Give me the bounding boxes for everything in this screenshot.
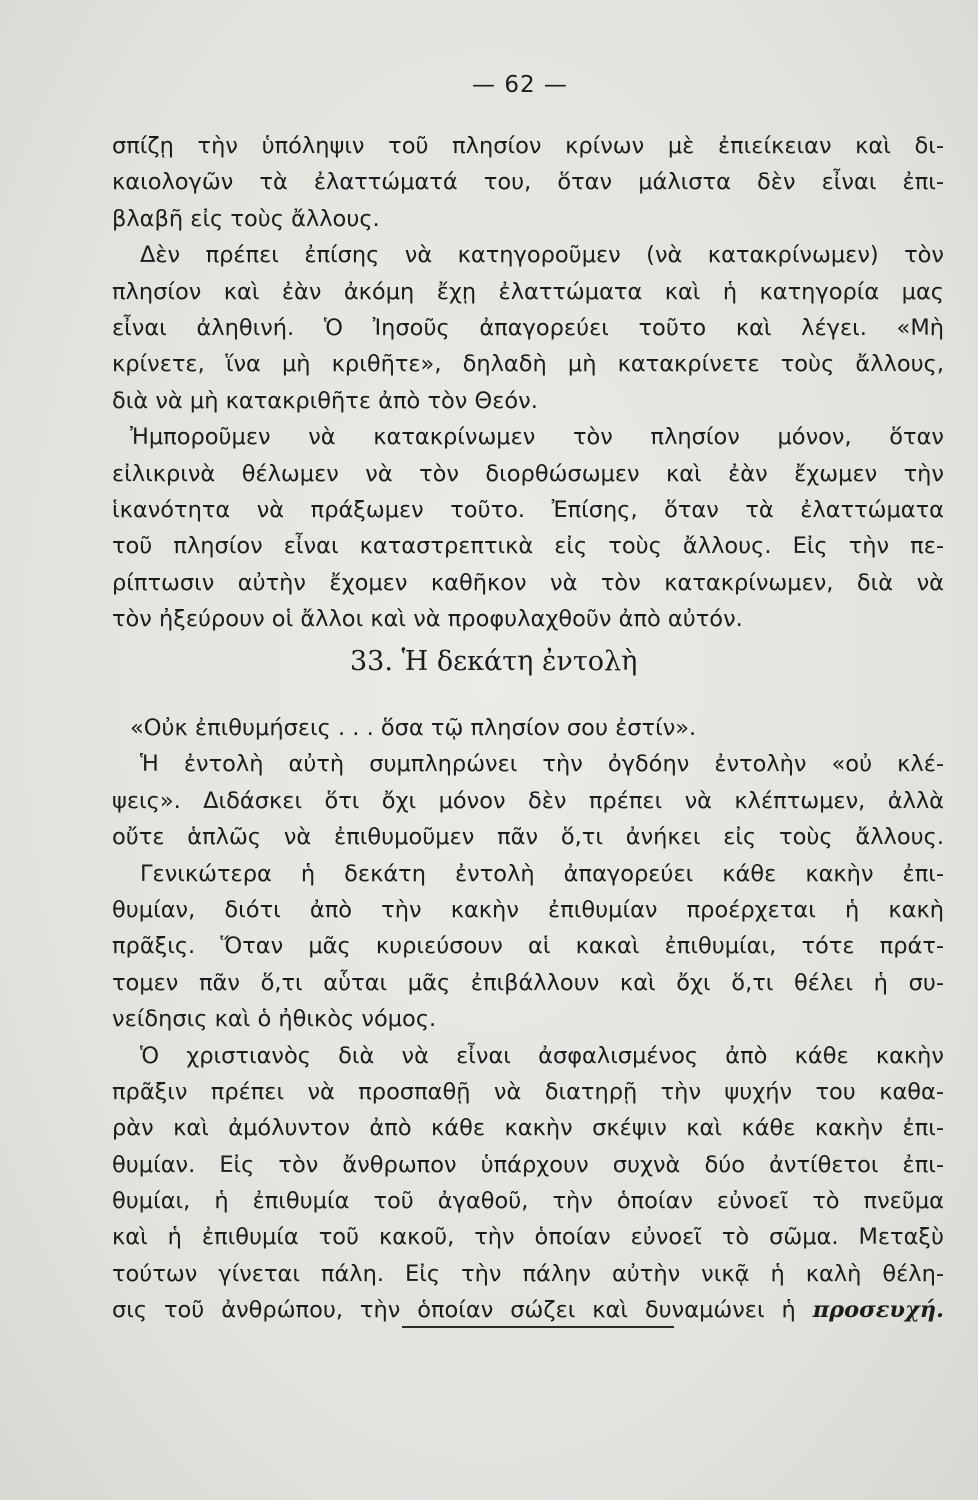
quotation-line: «Οὐκ ἐπιθυμήσεις . . . ὅσα τῷ πλησίον σου ἐστίν». (130, 715, 697, 741)
final-text-line (112, 1292, 944, 1328)
text-line: καὶ ἡ ἐπιθυμία τοῦ κακοῦ, τὴν ὁποίαν εὐνοεῖ τὸ σῶμα. Μεταξὺ (112, 1224, 944, 1251)
text-line: πλησίον καὶ ἐὰν ἀκόμη ἔχῃ ἐλαττώματα καὶ ἡ κατηγορία μας (112, 278, 944, 305)
text-block-after-heading (112, 710, 944, 1329)
text-line: τὸν ἠξεύρουν οἱ ἄλλοι καὶ νὰ προφυλαχθοῦν ἀπὸ αὐτόν. (112, 606, 743, 633)
page-number: — 62 — (472, 72, 568, 98)
text-line: διὰ νὰ μὴ κατακριθῆτε ἀπὸ τὸν Θεόν. (112, 387, 538, 414)
footer-rule (402, 1326, 674, 1328)
text-line: ψεις». Διδάσκει ὅτι ὄχι μόνον δὲν πρέπει νὰ κλέπτωμεν, ἀλλὰ (112, 787, 944, 814)
text-line: εἶναι ἀληθινή. Ὁ Ἰησοῦς ἀπαγορεύει τοῦτο καὶ λέγει. «Μὴ (112, 314, 944, 341)
text-line: κρίνετε, ἵνα μὴ κριθῆτε», δηλαδὴ μὴ κατακρίνετε τοὺς ἄλλους, (112, 351, 944, 378)
text-line: τοῦ πλησίον εἶναι καταστρεπτικὰ εἰς τοὺς ἄλλους. Εἰς τὴν πε- (112, 533, 944, 560)
text-line: νείδησις καὶ ὁ ἠθικὸς νόμος. (112, 1006, 437, 1033)
emphasis-word: προσευχή. (812, 1297, 944, 1324)
text-line: θυμίαν, διότι ἀπὸ τὴν κακὴν ἐπιθυμίαν προέρχεται ἡ κακὴ (112, 896, 944, 923)
text-line: τούτων γίνεται πάλη. Εἰς τὴν πάλην αὐτὴν νικᾷ ἡ καλὴ θέλη- (112, 1260, 944, 1287)
text-line: εἰλικρινὰ θέλωμεν νὰ τὸν διορθώσωμεν καὶ ἐὰν ἔχωμεν τὴν (112, 460, 944, 487)
text-line: σπίζῃ τὴν ὑπόληψιν τοῦ πλησίον κρίνων μὲ ἐπιείκειαν καὶ δι- (112, 133, 944, 159)
text-line: θυμίαι, ἡ ἐπιθυμία τοῦ ἀγαθοῦ, τὴν ὁποίαν εὐνοεῖ τὸ πνεῦμα (112, 1188, 944, 1215)
text-line: ρὰν καὶ ἀμόλυντον ἀπὸ κάθε κακὴν σκέψιν καὶ κάθε κακὴν ἐπι- (112, 1115, 944, 1142)
final-line-text: σις τοῦ ἀνθρώπου, τὴν ὁποίαν σώζει καὶ δυναμώνει ἡ (112, 1297, 796, 1324)
text-line: τομεν πᾶν ὅ,τι αὗται μᾶς ἐπιβάλλουν καὶ ὄχι ὅ,τι θέλει ἡ συ- (112, 969, 944, 996)
text-line: Δὲν πρέπει ἐπίσης νὰ κατηγοροῦμεν (νὰ κατακρίνωμεν) τὸν (140, 242, 944, 269)
text-line: Ἡ ἐντολὴ αὐτὴ συμπληρώνει τὴν ὀγδόην ἐντολὴν «οὐ κλέ- (140, 751, 944, 778)
text-line: βλαβῆ εἰς τοὺς ἄλλους. (112, 205, 380, 232)
text-line: οὔτε ἁπλῶς νὰ ἐπιθυμοῦμεν πᾶν ὅ,τι ἀνήκει εἰς τοὺς ἄλλους. (112, 824, 944, 851)
text-line: ἱκανότητα νὰ πράξωμεν τοῦτο. Ἐπίσης, ὅταν τὰ ἐλαττώματα (112, 496, 944, 523)
section-heading: 33. Ἡ δεκάτη ἐντολὴ (350, 646, 638, 677)
text-line: καιολογῶν τὰ ἐλαττώματά του, ὅταν μάλιστα δὲν εἶναι ἐπι- (112, 169, 944, 196)
text-line: πρᾶξις. Ὅταν μᾶς κυριεύσουν αἱ κακαὶ ἐπιθυμίαι, τότε πράτ- (112, 933, 944, 960)
text-line: πρᾶξιν πρέπει νὰ προσπαθῇ νὰ διατηρῇ τὴν ψυχήν του καθα- (112, 1078, 944, 1105)
text-line: ρίπτωσιν αὐτὴν ἔχομεν καθῆκον νὰ τὸν κατακρίνωμεν, διὰ νὰ (112, 569, 944, 596)
text-block-before-heading (112, 128, 944, 637)
text-line: Γενικώτερα ἡ δεκάτη ἐντολὴ ἀπαγορεύει κάθε κακὴν ἐπι- (140, 860, 944, 887)
text-line: Ἠμποροῦμεν νὰ κατακρίνωμεν τὸν πλησίον μόνον, ὅταν (130, 424, 944, 451)
text-line: Ὁ χριστιανὸς διὰ νὰ εἶναι ἀσφαλισμένος ἀπὸ κάθε κακὴν (140, 1042, 944, 1069)
text-line: θυμίαν. Εἰς τὸν ἄνθρωπον ὑπάρχουν συχνὰ δύο ἀντίθετοι ἐπι- (112, 1151, 944, 1178)
